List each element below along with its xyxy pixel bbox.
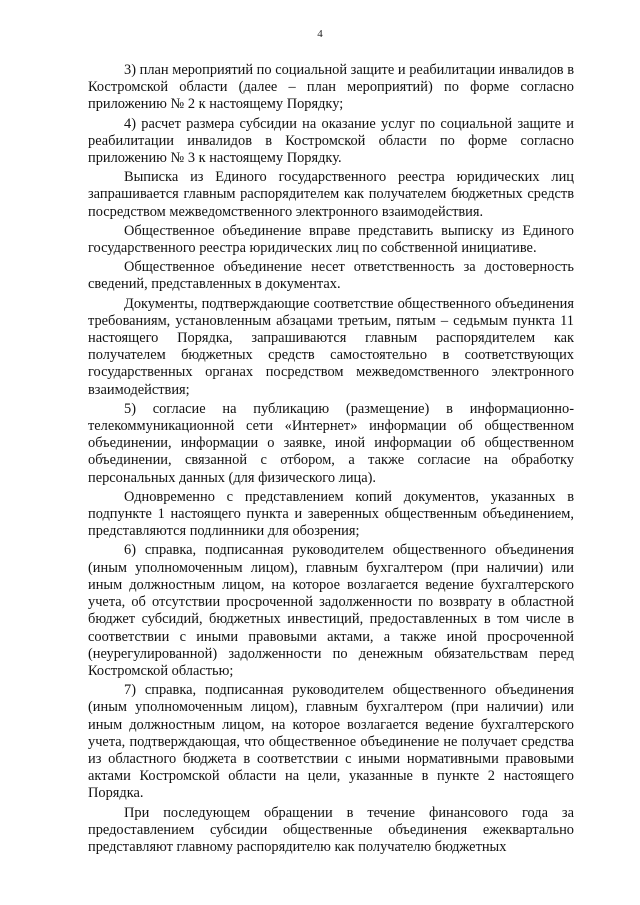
paragraph-own-initiative: Общественное объединение вправе представить выписку из Единого государственного реестра юридических лиц по собственной инициативе.	[88, 222, 574, 257]
paragraph-egrul-extract: Выписка из Единого государственного реестра юридических лиц запрашивается главным распорядителем как получателем бюджетных средств посредством межведомственного электронного взаимодействия.	[88, 169, 574, 220]
paragraph-documents-request: Документы, подтверждающие соответствие общественного объединения требованиям, установленным абзацами третьим, пятым – седьмым пункта 11 настоящего Порядка, запрашиваются главным распорядителем как получателем бюджетных средств самостоятельно в соответствующих государственных органах посредством межведомственного электронного взаимодействия;	[88, 295, 574, 398]
paragraph-responsibility: Общественное объединение несет ответственность за достоверность сведений, представленных в документах.	[88, 259, 574, 293]
paragraph-originals: Одновременно с представлением копий документов, указанных в подпункте 1 настоящего пункта и заверенных общественным объединением, представляются подлинники для обозрения;	[88, 488, 574, 540]
paragraph-item-5: 5) согласие на публикацию (размещение) в информационно-телекоммуникационной сети «Интернет» информации об общественном объединении, информации о заявке, иной информации об общественном объединении, связанной с отбором, а также согласие на обработку персональных данных (для физического лица).	[88, 400, 574, 486]
paragraph-item-7: 7) справка, подписанная руководителем общественного объединения (иным уполномоченным лицом), главным бухгалтером (при наличии) или иным должностным лицом, на которое возлагается ведение бухгалтерского учета, подтверждающая, что общественное объединение не получает средства из областного бюджета в соответствии с иными нормативными правовыми актами Костромской области на цели, указанные в пункте 2 настоящего Порядка.	[88, 682, 574, 802]
paragraph-item-6: 6) справка, подписанная руководителем общественного объединения (иным уполномоченным лицом), главным бухгалтером (при наличии) или иным должностным лицом, на которое возлагается ведение бухгалтерского учета, об отсутствии просроченной задолженности по возврату в областной бюджет субсидий, бюджетных инвестиций, предоставленных в том числе в соответствии с иными правовыми актами, а также иной просроченной (неурегулированной) задолженности по денежным обязательствам перед Костромской областью;	[88, 542, 574, 679]
paragraph-subsequent-request: При последующем обращении в течение финансового года за предоставлением субсидии общественные объединения ежеквартально представляют главному распорядителю как получателю бюджетных	[88, 804, 574, 855]
paragraph-item-4: 4) расчет размера субсидии на оказание услуг по социальной защите и реабилитации инвалидов в Костромской области по форме согласно приложению № 3 к настоящему Порядку.	[88, 115, 574, 167]
document-body	[88, 62, 574, 858]
page-number: 4	[317, 28, 323, 40]
paragraph-item-3: 3) план мероприятий по социальной защите и реабилитации инвалидов в Костромской области (далее – план мероприятий) по форме согласно приложению № 2 к настоящему Порядку;	[88, 62, 574, 113]
